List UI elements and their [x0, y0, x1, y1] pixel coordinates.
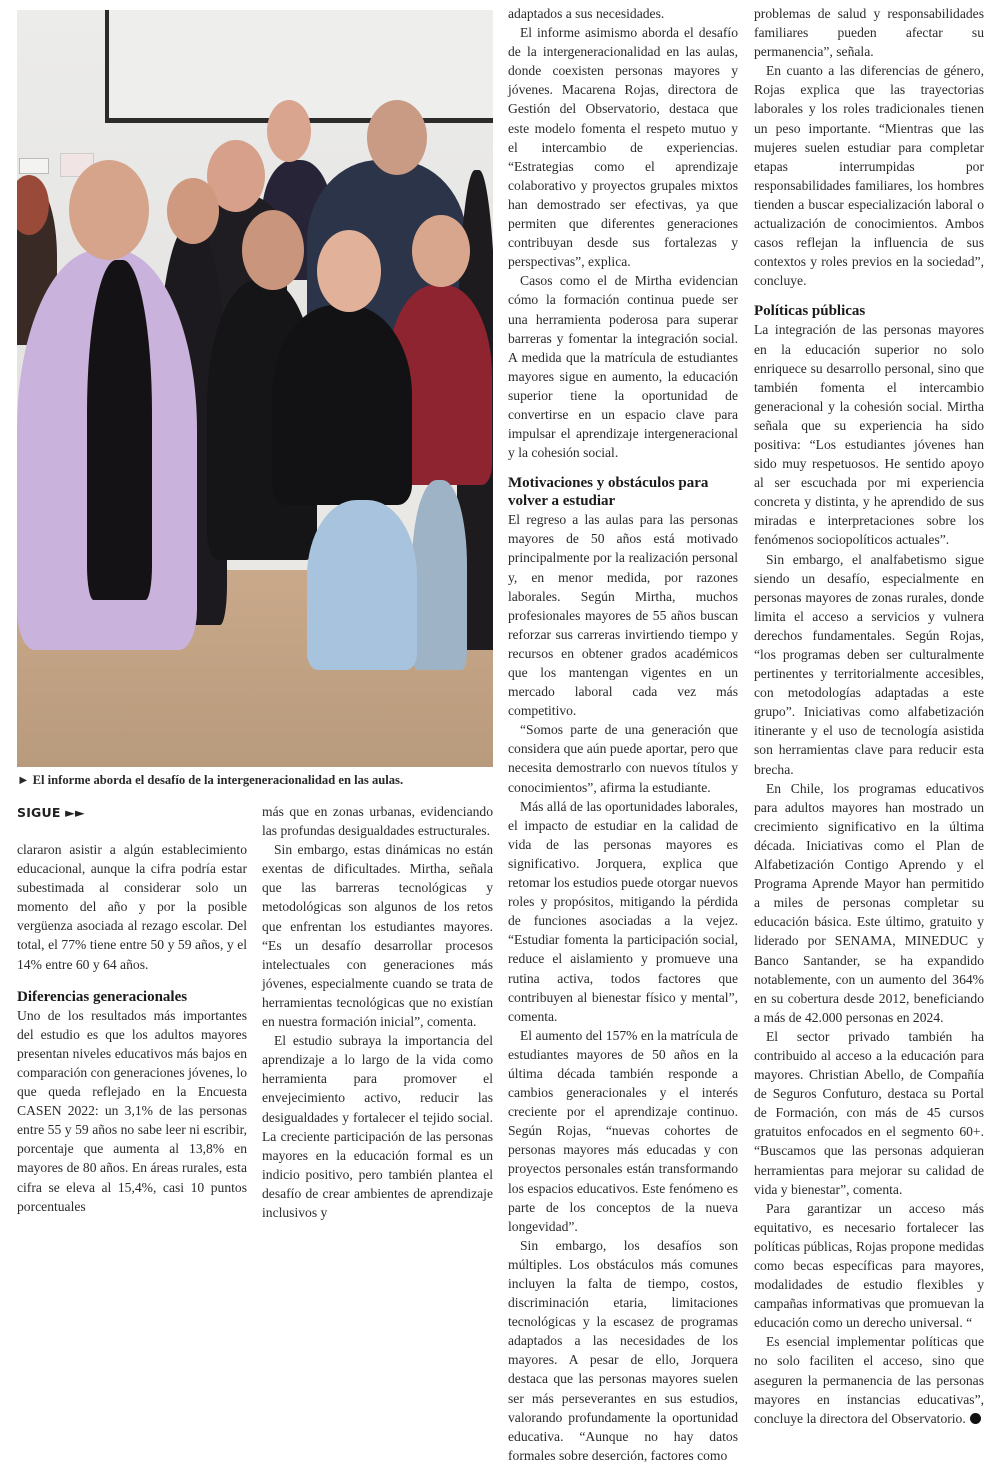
paragraph: El estudio subraya la importancia del aprendizaje a lo largo de la vida como herramienta para promover el envejecimiento activo, reducir las desigualdades y fortalecer el tejido social. La creciente participación de las personas mayores en la educación formal es un indicio positivo, pero también plantea el desafío de crear ambientes de aprendizaje inclusivos y	[262, 1033, 493, 1220]
photo-person-jeans	[412, 480, 467, 670]
section-heading-diferencias: Diferencias generacionales	[17, 988, 188, 1005]
paragraph: El regreso a las aulas para las personas mayores de 50 años está motivado principalmente por la realización personal y, en menor medida, por razones laborales. Según Mirtha, muchos profesionales mayores de 55 años buscan reforzar sus carreras invirtiendo tiempo y recursos en obtener grados académicos que los mantengan vigentes en un mercado laboral cada vez más competitivo.	[508, 512, 738, 719]
paragraph: más que en zonas urbanas, evidenciando las profundas desigualdades estructurales.	[262, 804, 493, 839]
article-column-3	[508, 4, 738, 1465]
article-column-4	[754, 4, 984, 1428]
paragraph: Casos como el de Mirtha evidencian cómo la formación continua puede ser una herramienta poderosa para superar barreras y fomentar la integración social. A medida que la matrícula de estudiantes mayores sigue en aumento, la educación superior tiene la oportunidad de convertirse en un espacio clave para impulsar el aprendizaje intergeneracional y la cohesión social.	[508, 273, 738, 461]
caption-marker-icon: ►	[17, 773, 30, 787]
section-heading-politicas: Políticas públicas	[754, 303, 866, 320]
section-heading-motivaciones: Motivaciones y obstáculos para volver a estudiar	[508, 475, 709, 510]
paragraph: “Somos parte de una generación que considera que aún puede aportar, pero que necesita demostrarlo con nuevos títulos y conocimientos”, afirma la estudiante.	[508, 722, 738, 795]
photo-head	[412, 215, 470, 287]
photo-head	[367, 100, 427, 175]
article-column-2	[262, 802, 493, 1222]
paragraph: Uno de los resultados más importantes del estudio es que los adultos mayores presentan niveles educativos más bajos en comparación con generaciones jóvenes, lo que queda reflejado en la Encuesta CASEN 2022: un 3,1% de las personas entre 55 y 59 años no sabe leer ni escribir, porcentaje que aumenta al 13,8% en mayores de 80 años. En áreas rurales, esta cifra se eleva al 15,4%, casi 10 puntos porcentuales	[17, 1007, 247, 1214]
photo-head	[267, 100, 311, 162]
paragraph: Sin embargo, el analfabetismo sigue siendo un desafío, especialmente en personas mayores de zonas rurales, donde limita el acceso a servicios y vulnera derechos fundamentales. Según Rojas, “los programas deben ser culturalmente pertinentes y territorialmente accesibles, con metodologías adaptadas a este grupo”. Iniciativas como alfabetización itinerante y el uso de tecnología asistida son herramientas clave para reducir esta brecha.	[754, 551, 984, 777]
photo-person-black-shirt	[272, 305, 412, 505]
photo-person	[87, 260, 152, 600]
paragraph: Sin embargo, estas dinámicas no están exentas de dificultades. Mirtha, señala que las barreras tecnológicas y metodológicas son algunos de los retos que enfrentan los estudiantes mayores. “Es un desafío desarrollar procesos intelectuales con generaciones más jóvenes, especialmente cuando se trata de herramientas tecnológicas que no existían en nuestra formación inicial”, comenta.	[262, 842, 493, 1030]
caption-text: El informe aborda el desafío de la intergeneracionalidad en las aulas.	[32, 773, 404, 787]
photo-caption	[17, 773, 493, 788]
paragraph: En cuanto a las diferencias de género, Rojas explica que las trayectorias laborales y los roles tradicionales tienen un peso importante. “Mientras que las mujeres suelen estudiar para completar etapas interrumpidas por responsabilidades familiares, los hombres tienden a buscar especialización laboral o actualización de conocimientos. Ambos casos reflejan la influencia de sus contextos y roles previos en la sociedad”, concluye.	[754, 63, 984, 289]
photo-person-jeans	[307, 500, 417, 670]
paragraph: En Chile, los programas educativos para adultos mayores han mostrado un crecimiento significativo en la última década. Iniciativas como el Plan de Alfabetización Contigo Aprendo y el Programa Aprende Mayor han permitido a miles de personas completar su educación básica. Este último, gratuito y liderado por SENAMA, MINEDUC y Banco Santander, se ha expandido notablemente, con un aumento del 364% en su cobertura desde 2012, beneficiando a más de 42.000 personas en 2024.	[754, 780, 984, 1025]
paragraph: Sin embargo, los desafíos son múltiples. Los obstáculos más comunes incluyen la falta de tiempo, costos, discriminación etaria, limitaciones tecnológicas y la escasez de programas adaptados a las necesidades de los mayores. A pesar de ello, Jorquera destaca que las personas mayores suelen ser más perseverantes en sus estudios, valorando profundamente la oportunidad educativa. “Aunque no hay datos formales sobre deserción, factores como	[508, 1237, 738, 1463]
paragraph: adaptados a sus necesidades.	[508, 6, 665, 21]
paragraph-text: Es esencial implementar políticas que no solo faciliten el acceso, sino que aseguren la permanencia de las personas mayores en instancias educativas”, concluye la directora del Observatorio.	[754, 1334, 984, 1426]
photo-thermostat	[19, 158, 49, 174]
paragraph: El sector privado también ha contribuido al acceso a la educación para mayores. Christian Abello, de Compañía de Seguros Confuturo, destaca su Portal de Formación, con más de 45 cursos gratuitos enfocados en el segmento 60+. “Buscamos que las personas adquieran herramientas para mejorar su calidad de vida y bienestar”, comenta.	[754, 1028, 984, 1197]
paragraph: clararon asistir a algún establecimiento educacional, aunque la cifra podría estar subestimada al considerar solo un momento del año y por la posible vergüenza asociada al rezago escolar. Del total, el 77% tiene entre 50 y 59 años, y el 14% entre 60 y 64 años.	[17, 842, 247, 972]
paragraph: La integración de las personas mayores en la educación superior no solo enriquece su desarrollo personal, sino que también fomenta el intercambio generacional y la cohesión social. Mirtha señala que su experiencia ha sido positiva: “Los estudiantes jóvenes han sido muy respetuosos. He sentido apoyo al ser escuchada por mi experiencia concreta y distinta, y he aprendido de sus miradas e interpretaciones sobre los fenómenos sociopolíticos actuales”.	[754, 322, 984, 548]
continued-label: SIGUE ►►	[17, 805, 85, 820]
paragraph: Más allá de las oportunidades laborales, el impacto de estudiar en la calidad de vida de las personas mayores es significativo. Jorquera, explica que retomar los estudios puede otorgar nuevos roles y propósitos, mitigando la pérdida de funciones asociadas a la vejez. “Estudiar fomenta la participación social, reduce el aislamiento y promueve una rutina activa, todos factores que contribuyen al bienestar físico y mental”, comenta.	[508, 798, 738, 1024]
article-photo	[17, 10, 493, 767]
paragraph: El aumento del 157% en la matrícula de estudiantes mayores de 50 años en la última década también responde a cambios generacionales y el interés creciente por el aprendizaje continuo. Según Rojas, “nuevas cohortes de personas mayores más educadas y con proyectos personales están transformando los espacios educativos. Este fenómeno es parte de los conceptos de la nueva longevidad”.	[508, 1027, 738, 1234]
end-of-article-icon	[970, 1413, 981, 1424]
article-column-1	[17, 840, 247, 1216]
photo-head	[167, 178, 219, 244]
paragraph: Para garantizar un acceso más equitativo, es necesario fortalecer las políticas públicas, Rojas propone medidas como becas específicas para mayores, modalidades de estudio flexibles y campañas informativas que promuevan la educación como un derecho universal. “	[754, 1200, 984, 1331]
photo-head	[69, 160, 149, 260]
paragraph	[754, 1332, 984, 1427]
photo-head	[317, 230, 381, 312]
paragraph: El informe asimismo aborda el desafío de la intergeneracionalidad en las aulas, donde coexisten personas mayores y jóvenes. Macarena Rojas, directora de Gestión del Observatorio, destaca que este modelo fomenta el respeto mutuo y el intercambio de experiencias. “Estrategias como el aprendizaje colaborativo y proyectos grupales mixtos han demostrado ser efectivas, ya que permiten que diferentes generaciones contribuyan desde sus fortalezas y perspectivas”, explica.	[508, 25, 738, 270]
photo-head	[242, 210, 304, 290]
paragraph: problemas de salud y responsabilidades familiares pueden afectar su permanencia”, señala.	[754, 6, 984, 60]
